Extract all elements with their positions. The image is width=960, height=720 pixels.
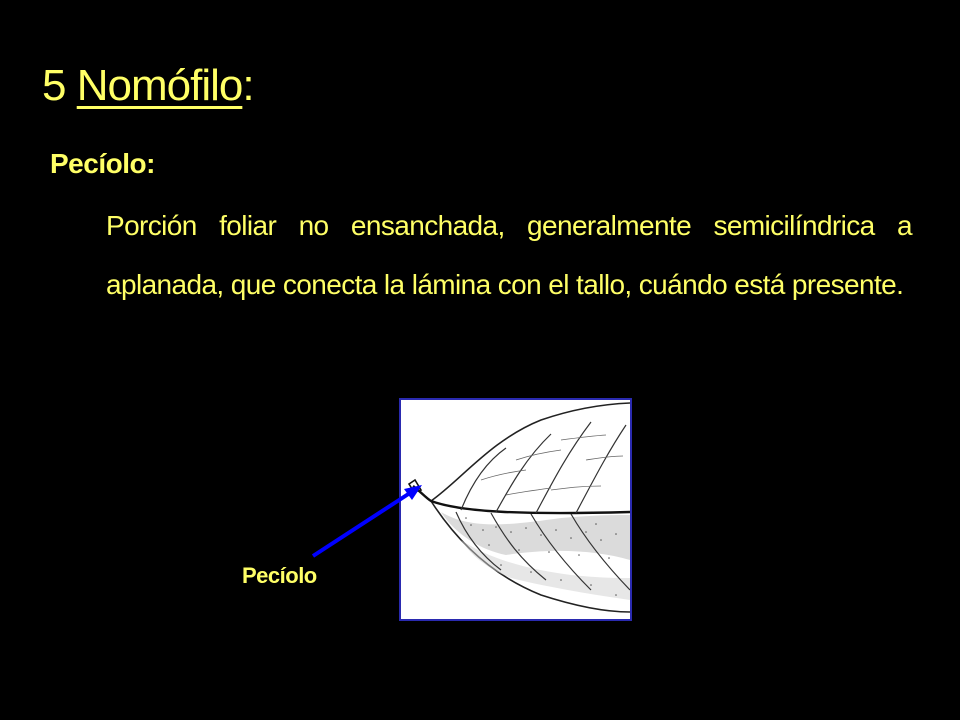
title-word: Nomófilo	[76, 61, 243, 110]
term-heading: Pecíolo:	[50, 148, 155, 179]
leaf-drawing	[401, 400, 630, 619]
title-colon: :	[242, 61, 254, 110]
slide-title	[42, 58, 254, 114]
title-number: 5	[42, 61, 66, 110]
definition-text: Porción foliar no ensanchada, generalmente semicilíndrica a aplanada, que conecta la lámina con el tallo, cuándo está presente.	[106, 210, 912, 300]
leaf-illustration	[399, 398, 632, 621]
figure-label: Pecíolo	[242, 563, 317, 588]
